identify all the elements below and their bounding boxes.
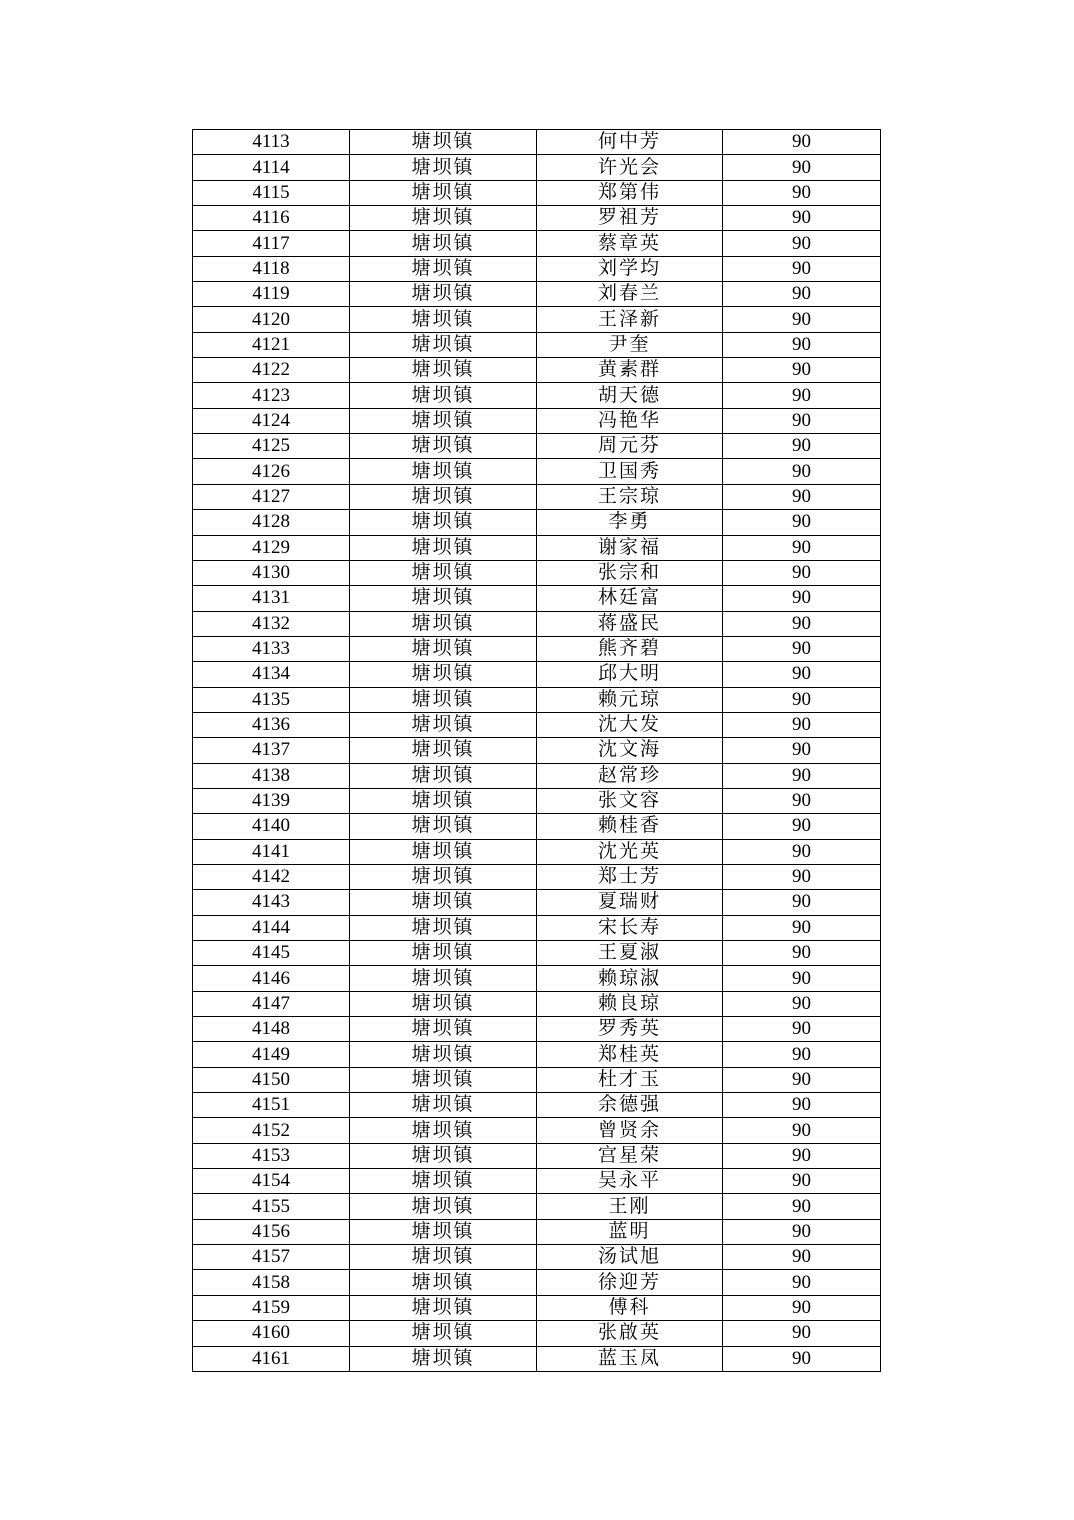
- amount-cell: 90: [723, 662, 881, 687]
- amount-cell: 90: [723, 459, 881, 484]
- table-row: [193, 1017, 881, 1042]
- table-row: [193, 1346, 881, 1371]
- table-row: [193, 966, 881, 991]
- name-cell: 蓝明: [537, 1219, 723, 1244]
- amount-cell: 90: [723, 307, 881, 332]
- amount-cell: 90: [723, 1270, 881, 1295]
- serial-number-cell: 4155: [193, 1194, 350, 1219]
- amount-cell: 90: [723, 383, 881, 408]
- name-cell: 张文容: [537, 788, 723, 813]
- name-cell: 刘春兰: [537, 282, 723, 307]
- town-cell: 塘坝镇: [350, 282, 537, 307]
- town-cell: 塘坝镇: [350, 358, 537, 383]
- serial-number-cell: 4151: [193, 1093, 350, 1118]
- name-cell: 赵常珍: [537, 763, 723, 788]
- town-cell: 塘坝镇: [350, 1169, 537, 1194]
- table-row: [193, 332, 881, 357]
- name-cell: 熊齐碧: [537, 636, 723, 661]
- town-cell: 塘坝镇: [350, 763, 537, 788]
- serial-number-cell: 4115: [193, 180, 350, 205]
- town-cell: 塘坝镇: [350, 1017, 537, 1042]
- name-cell: 沈光英: [537, 839, 723, 864]
- serial-number-cell: 4122: [193, 358, 350, 383]
- serial-number-cell: 4119: [193, 282, 350, 307]
- town-cell: 塘坝镇: [350, 307, 537, 332]
- amount-cell: 90: [723, 1169, 881, 1194]
- town-cell: 塘坝镇: [350, 434, 537, 459]
- amount-cell: 90: [723, 155, 881, 180]
- table-row: [193, 484, 881, 509]
- table-row: [193, 1194, 881, 1219]
- town-cell: 塘坝镇: [350, 712, 537, 737]
- town-cell: 塘坝镇: [350, 864, 537, 889]
- name-cell: 杜才玉: [537, 1067, 723, 1092]
- amount-cell: 90: [723, 206, 881, 231]
- town-cell: 塘坝镇: [350, 1321, 537, 1346]
- town-cell: 塘坝镇: [350, 662, 537, 687]
- town-cell: 塘坝镇: [350, 1143, 537, 1168]
- name-cell: 曾贤余: [537, 1118, 723, 1143]
- town-cell: 塘坝镇: [350, 991, 537, 1016]
- amount-cell: 90: [723, 130, 881, 155]
- name-cell: 宋长寿: [537, 915, 723, 940]
- name-cell: 余德强: [537, 1093, 723, 1118]
- serial-number-cell: 4159: [193, 1295, 350, 1320]
- town-cell: 塘坝镇: [350, 206, 537, 231]
- amount-cell: 90: [723, 1143, 881, 1168]
- serial-number-cell: 4133: [193, 636, 350, 661]
- amount-cell: 90: [723, 484, 881, 509]
- serial-number-cell: 4120: [193, 307, 350, 332]
- name-cell: 黄素群: [537, 358, 723, 383]
- table-row: [193, 155, 881, 180]
- table-row: [193, 1245, 881, 1270]
- town-cell: 塘坝镇: [350, 332, 537, 357]
- table-row: [193, 206, 881, 231]
- amount-cell: 90: [723, 864, 881, 889]
- name-cell: 张宗和: [537, 560, 723, 585]
- table-row: [193, 307, 881, 332]
- name-cell: 赖桂香: [537, 814, 723, 839]
- town-cell: 塘坝镇: [350, 560, 537, 585]
- table-row: [193, 839, 881, 864]
- town-cell: 塘坝镇: [350, 231, 537, 256]
- table-row: [193, 763, 881, 788]
- serial-number-cell: 4147: [193, 991, 350, 1016]
- town-cell: 塘坝镇: [350, 1295, 537, 1320]
- town-cell: 塘坝镇: [350, 941, 537, 966]
- amount-cell: 90: [723, 332, 881, 357]
- name-cell: 蒋盛民: [537, 611, 723, 636]
- name-cell: 王刚: [537, 1194, 723, 1219]
- serial-number-cell: 4118: [193, 256, 350, 281]
- name-cell: 刘学均: [537, 256, 723, 281]
- table-row: [193, 788, 881, 813]
- amount-cell: 90: [723, 915, 881, 940]
- name-cell: 王泽新: [537, 307, 723, 332]
- town-cell: 塘坝镇: [350, 738, 537, 763]
- serial-number-cell: 4161: [193, 1346, 350, 1371]
- name-cell: 胡天德: [537, 383, 723, 408]
- serial-number-cell: 4125: [193, 434, 350, 459]
- name-cell: 赖元琼: [537, 687, 723, 712]
- amount-cell: 90: [723, 1042, 881, 1067]
- town-cell: 塘坝镇: [350, 155, 537, 180]
- roster-table: [192, 129, 881, 1372]
- table-row: [193, 1169, 881, 1194]
- amount-cell: 90: [723, 1017, 881, 1042]
- serial-number-cell: 4149: [193, 1042, 350, 1067]
- document-page: [192, 129, 880, 1372]
- amount-cell: 90: [723, 282, 881, 307]
- table-row: [193, 738, 881, 763]
- name-cell: 郑士芳: [537, 864, 723, 889]
- serial-number-cell: 4128: [193, 510, 350, 535]
- town-cell: 塘坝镇: [350, 383, 537, 408]
- amount-cell: 90: [723, 358, 881, 383]
- name-cell: 蓝玉凤: [537, 1346, 723, 1371]
- serial-number-cell: 4123: [193, 383, 350, 408]
- table-row: [193, 231, 881, 256]
- town-cell: 塘坝镇: [350, 1219, 537, 1244]
- serial-number-cell: 4121: [193, 332, 350, 357]
- amount-cell: 90: [723, 814, 881, 839]
- town-cell: 塘坝镇: [350, 1346, 537, 1371]
- name-cell: 徐迎芳: [537, 1270, 723, 1295]
- name-cell: 王宗琼: [537, 484, 723, 509]
- town-cell: 塘坝镇: [350, 1118, 537, 1143]
- table-row: [193, 1270, 881, 1295]
- town-cell: 塘坝镇: [350, 788, 537, 813]
- amount-cell: 90: [723, 991, 881, 1016]
- name-cell: 郑桂英: [537, 1042, 723, 1067]
- name-cell: 许光会: [537, 155, 723, 180]
- amount-cell: 90: [723, 1321, 881, 1346]
- serial-number-cell: 4138: [193, 763, 350, 788]
- table-row: [193, 611, 881, 636]
- serial-number-cell: 4114: [193, 155, 350, 180]
- serial-number-cell: 4129: [193, 535, 350, 560]
- amount-cell: 90: [723, 1295, 881, 1320]
- town-cell: 塘坝镇: [350, 890, 537, 915]
- table-row: [193, 1067, 881, 1092]
- name-cell: 罗祖芳: [537, 206, 723, 231]
- table-row: [193, 560, 881, 585]
- amount-cell: 90: [723, 687, 881, 712]
- amount-cell: 90: [723, 1346, 881, 1371]
- amount-cell: 90: [723, 510, 881, 535]
- amount-cell: 90: [723, 839, 881, 864]
- town-cell: 塘坝镇: [350, 966, 537, 991]
- town-cell: 塘坝镇: [350, 510, 537, 535]
- amount-cell: 90: [723, 1118, 881, 1143]
- table-row: [193, 510, 881, 535]
- name-cell: 吴永平: [537, 1169, 723, 1194]
- table-row: [193, 712, 881, 737]
- amount-cell: 90: [723, 738, 881, 763]
- table-row: [193, 864, 881, 889]
- table-row: [193, 687, 881, 712]
- name-cell: 张啟英: [537, 1321, 723, 1346]
- table-row: [193, 814, 881, 839]
- table-row: [193, 383, 881, 408]
- table-row: [193, 1093, 881, 1118]
- serial-number-cell: 4137: [193, 738, 350, 763]
- serial-number-cell: 4142: [193, 864, 350, 889]
- amount-cell: 90: [723, 1245, 881, 1270]
- town-cell: 塘坝镇: [350, 1067, 537, 1092]
- town-cell: 塘坝镇: [350, 1042, 537, 1067]
- amount-cell: 90: [723, 636, 881, 661]
- table-row: [193, 1295, 881, 1320]
- town-cell: 塘坝镇: [350, 130, 537, 155]
- name-cell: 何中芳: [537, 130, 723, 155]
- amount-cell: 90: [723, 1093, 881, 1118]
- table-row: [193, 1143, 881, 1168]
- serial-number-cell: 4148: [193, 1017, 350, 1042]
- serial-number-cell: 4127: [193, 484, 350, 509]
- table-row: [193, 662, 881, 687]
- serial-number-cell: 4130: [193, 560, 350, 585]
- table-row: [193, 1118, 881, 1143]
- name-cell: 郑第伟: [537, 180, 723, 205]
- serial-number-cell: 4140: [193, 814, 350, 839]
- town-cell: 塘坝镇: [350, 1093, 537, 1118]
- serial-number-cell: 4157: [193, 1245, 350, 1270]
- name-cell: 夏瑞财: [537, 890, 723, 915]
- amount-cell: 90: [723, 586, 881, 611]
- table-row: [193, 358, 881, 383]
- amount-cell: 90: [723, 1194, 881, 1219]
- town-cell: 塘坝镇: [350, 915, 537, 940]
- town-cell: 塘坝镇: [350, 636, 537, 661]
- amount-cell: 90: [723, 966, 881, 991]
- amount-cell: 90: [723, 180, 881, 205]
- table-row: [193, 991, 881, 1016]
- amount-cell: 90: [723, 763, 881, 788]
- roster-table-body: [193, 130, 881, 1372]
- amount-cell: 90: [723, 535, 881, 560]
- name-cell: 李勇: [537, 510, 723, 535]
- name-cell: 赖琼淑: [537, 966, 723, 991]
- serial-number-cell: 4136: [193, 712, 350, 737]
- table-row: [193, 256, 881, 281]
- table-row: [193, 941, 881, 966]
- name-cell: 周元芬: [537, 434, 723, 459]
- serial-number-cell: 4141: [193, 839, 350, 864]
- town-cell: 塘坝镇: [350, 1270, 537, 1295]
- amount-cell: 90: [723, 560, 881, 585]
- table-row: [193, 180, 881, 205]
- amount-cell: 90: [723, 1219, 881, 1244]
- name-cell: 汤试旭: [537, 1245, 723, 1270]
- town-cell: 塘坝镇: [350, 256, 537, 281]
- town-cell: 塘坝镇: [350, 586, 537, 611]
- table-row: [193, 408, 881, 433]
- name-cell: 沈大发: [537, 712, 723, 737]
- serial-number-cell: 4150: [193, 1067, 350, 1092]
- name-cell: 傅科: [537, 1295, 723, 1320]
- amount-cell: 90: [723, 611, 881, 636]
- serial-number-cell: 4126: [193, 459, 350, 484]
- serial-number-cell: 4156: [193, 1219, 350, 1244]
- table-row: [193, 636, 881, 661]
- table-row: [193, 1321, 881, 1346]
- serial-number-cell: 4139: [193, 788, 350, 813]
- name-cell: 宫星荣: [537, 1143, 723, 1168]
- name-cell: 谢家福: [537, 535, 723, 560]
- table-row: [193, 282, 881, 307]
- serial-number-cell: 4143: [193, 890, 350, 915]
- name-cell: 尹奎: [537, 332, 723, 357]
- town-cell: 塘坝镇: [350, 535, 537, 560]
- serial-number-cell: 4160: [193, 1321, 350, 1346]
- table-row: [193, 434, 881, 459]
- amount-cell: 90: [723, 1067, 881, 1092]
- serial-number-cell: 4135: [193, 687, 350, 712]
- name-cell: 冯艳华: [537, 408, 723, 433]
- serial-number-cell: 4146: [193, 966, 350, 991]
- table-row: [193, 586, 881, 611]
- serial-number-cell: 4152: [193, 1118, 350, 1143]
- amount-cell: 90: [723, 434, 881, 459]
- table-row: [193, 1042, 881, 1067]
- table-row: [193, 130, 881, 155]
- amount-cell: 90: [723, 256, 881, 281]
- name-cell: 卫国秀: [537, 459, 723, 484]
- town-cell: 塘坝镇: [350, 484, 537, 509]
- serial-number-cell: 4131: [193, 586, 350, 611]
- town-cell: 塘坝镇: [350, 611, 537, 636]
- serial-number-cell: 4144: [193, 915, 350, 940]
- town-cell: 塘坝镇: [350, 687, 537, 712]
- serial-number-cell: 4113: [193, 130, 350, 155]
- serial-number-cell: 4117: [193, 231, 350, 256]
- town-cell: 塘坝镇: [350, 839, 537, 864]
- serial-number-cell: 4124: [193, 408, 350, 433]
- town-cell: 塘坝镇: [350, 814, 537, 839]
- table-row: [193, 1219, 881, 1244]
- serial-number-cell: 4145: [193, 941, 350, 966]
- table-row: [193, 459, 881, 484]
- name-cell: 蔡章英: [537, 231, 723, 256]
- amount-cell: 90: [723, 941, 881, 966]
- amount-cell: 90: [723, 712, 881, 737]
- table-row: [193, 535, 881, 560]
- amount-cell: 90: [723, 231, 881, 256]
- serial-number-cell: 4134: [193, 662, 350, 687]
- name-cell: 邱大明: [537, 662, 723, 687]
- serial-number-cell: 4132: [193, 611, 350, 636]
- serial-number-cell: 4153: [193, 1143, 350, 1168]
- table-row: [193, 915, 881, 940]
- town-cell: 塘坝镇: [350, 1194, 537, 1219]
- town-cell: 塘坝镇: [350, 1245, 537, 1270]
- amount-cell: 90: [723, 408, 881, 433]
- name-cell: 王夏淑: [537, 941, 723, 966]
- town-cell: 塘坝镇: [350, 180, 537, 205]
- town-cell: 塘坝镇: [350, 408, 537, 433]
- name-cell: 沈文海: [537, 738, 723, 763]
- amount-cell: 90: [723, 890, 881, 915]
- amount-cell: 90: [723, 788, 881, 813]
- town-cell: 塘坝镇: [350, 459, 537, 484]
- table-row: [193, 890, 881, 915]
- serial-number-cell: 4154: [193, 1169, 350, 1194]
- serial-number-cell: 4158: [193, 1270, 350, 1295]
- serial-number-cell: 4116: [193, 206, 350, 231]
- name-cell: 罗秀英: [537, 1017, 723, 1042]
- name-cell: 赖良琼: [537, 991, 723, 1016]
- name-cell: 林廷富: [537, 586, 723, 611]
